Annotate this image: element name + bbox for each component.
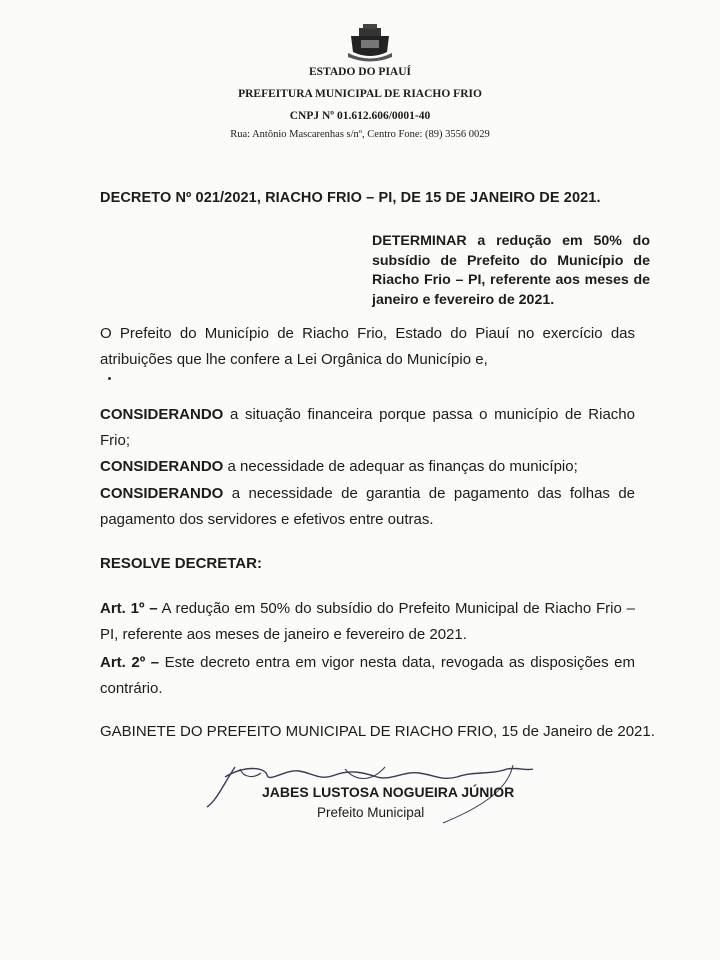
preamble: O Prefeito do Município de Riacho Frio, Estado do Piauí no exercício das atribuições que lhe confere a Lei Orgânica do Município e, [100,325,635,368]
signer-name: JABES LUSTOSA NOGUEIRA JÚNIOR [262,784,515,800]
header-municipality: PREFEITURA MUNICIPAL DE RIACHO FRIO [238,88,482,100]
considerando-label: CONSIDERANDO [100,406,224,423]
signer-role: Prefeito Municipal [317,805,425,820]
considerando-2-text: a necessidade de adequar as finanças do município; [223,458,578,475]
considerando-3-text: a necessidade de garantia de pagamento das folhas de pagamento dos servidores e efetivos entre outras. [100,485,635,528]
considerando-label: CONSIDERANDO [100,458,224,475]
article-1-text: A redução em 50% do subsídio do Prefeito Municipal de Riacho Frio – PI, referente aos meses de janeiro e fevereiro de 2021. [100,600,635,643]
article-2-text: Este decreto entra em vigor nesta data, revogada as disposições em contrário. [100,654,635,697]
considerando-label: CONSIDERANDO [100,485,224,502]
resolve-heading: RESOLVE DECRETAR: [100,555,262,572]
coat-of-arms-icon [345,22,395,62]
article-1-label: Art. 1º – [100,600,158,617]
article-2 [100,650,635,702]
closing-line: GABINETE DO PREFEITO MUNICIPAL DE RIACHO FRIO, 15 de Janeiro de 2021. [100,723,655,740]
considerando-2 [100,458,578,475]
considerando-1-text: a situação financeira porque passa o município de Riacho Frio; [100,406,635,449]
considerando-1 [100,402,635,454]
stray-dot [108,377,111,380]
article-2-label: Art. 2º – [100,654,160,671]
decree-title: DECRETO Nº 021/2021, RIACHO FRIO – PI, DE 15 DE JANEIRO DE 2021. [100,190,601,206]
considerando-3 [100,481,635,533]
decree-summary: DETERMINAR a redução em 50% do subsídio de Prefeito do Município de Riacho Frio – PI, referente aos meses de janeiro e fevereiro de 2021. [372,233,650,308]
article-1 [100,596,635,648]
header-cnpj: CNPJ Nº 01.612.606/0001-40 [289,110,431,122]
header-address: Rua: Antônio Mascarenhas s/nº, Centro Fone: (89) 3556 0029 [230,129,490,140]
header-state: ESTADO DO PIAUÍ [308,66,412,78]
